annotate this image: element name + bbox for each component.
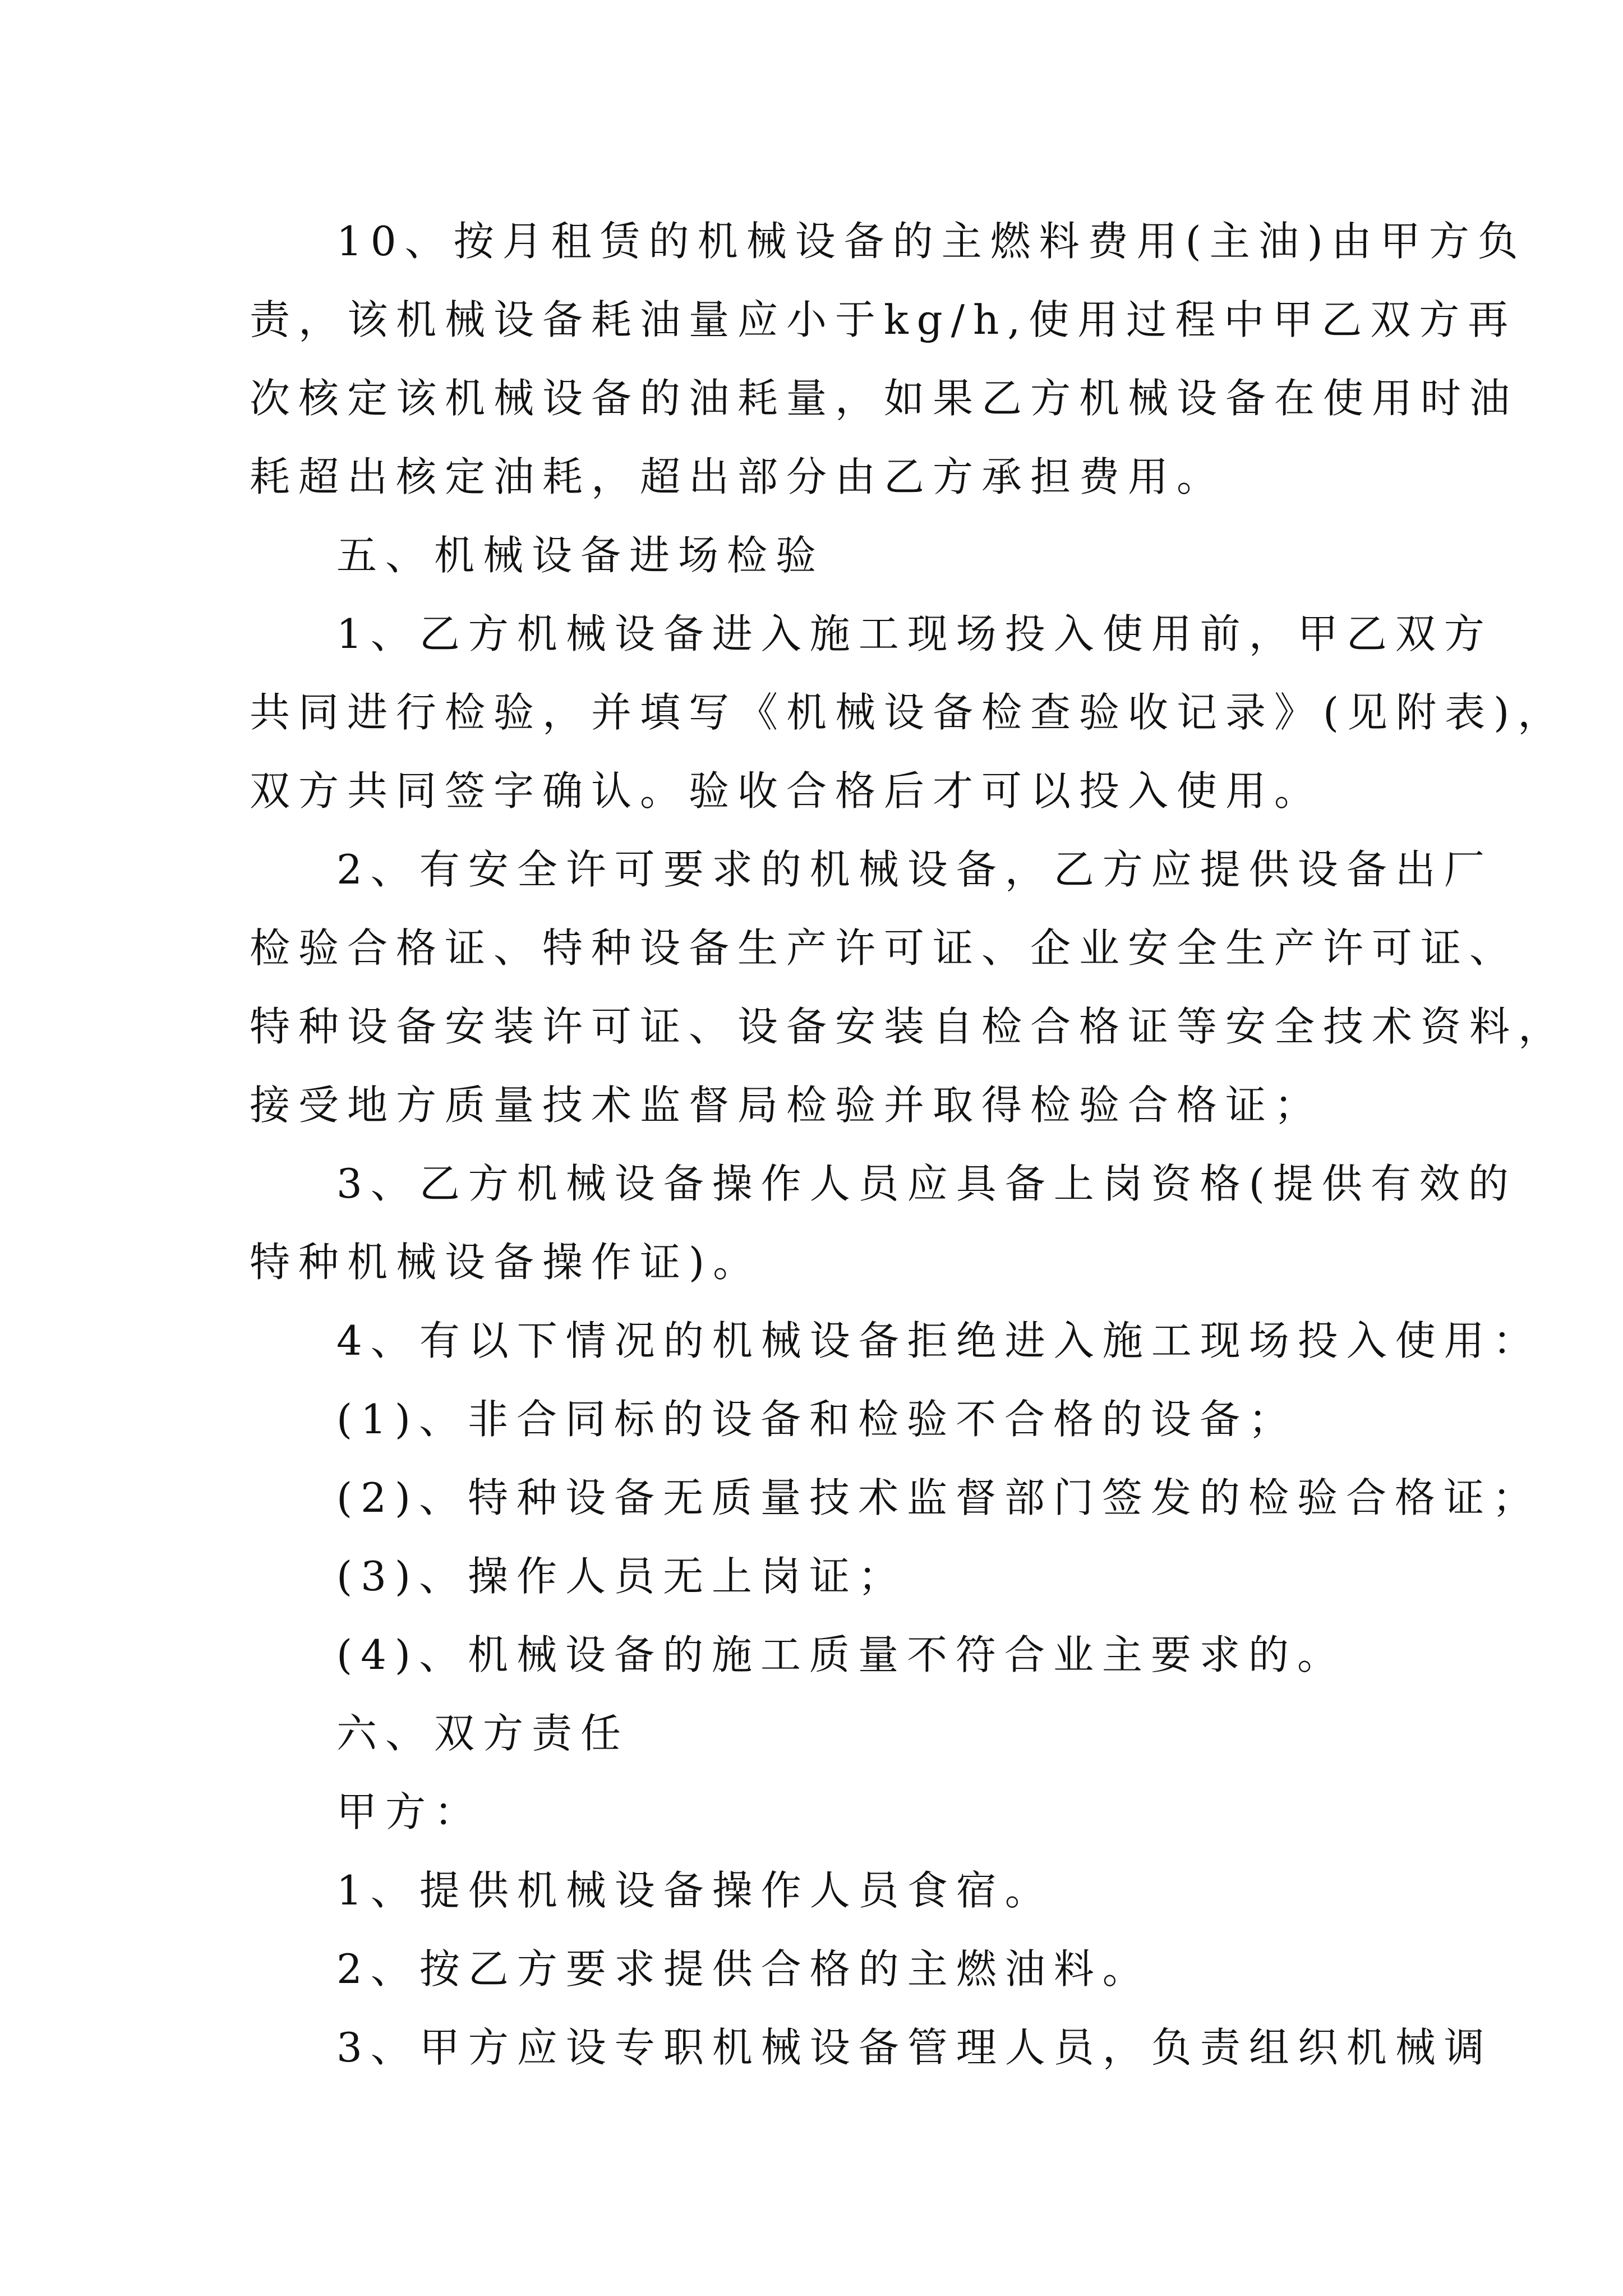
text-line: 1、乙方机械设备进入施工现场投入使用前，甲乙双方 <box>336 610 1493 657</box>
text-line: 特种设备安装许可证、设备安装自检合格证等安全技术资料， <box>250 1003 1567 1050</box>
text-line: 4、有以下情况的机械设备拒绝进入施工现场投入使用： <box>336 1317 1542 1364</box>
text-line: 接受地方质量技术监督局检验并取得检验合格证； <box>250 1082 1324 1129</box>
text-line: 检验合格证、特种设备生产许可证、企业安全生产许可证、 <box>250 924 1519 972</box>
text-line: 次核定该机械设备的油耗量，如果乙方机械设备在使用时油 <box>250 375 1519 422</box>
list-item: (1)、非合同标的设备和检验不合格的设备； <box>336 1396 1297 1443</box>
text-line: 3、乙方机械设备操作人员应具备上岗资格(提供有效的 <box>336 1160 1517 1207</box>
text-line: 特种机械设备操作证)。 <box>250 1239 762 1286</box>
list-item: (2)、特种设备无质量技术监督部门签发的检验合格证； <box>336 1474 1541 1521</box>
text-line: 2、有安全许可要求的机械设备，乙方应提供设备出厂 <box>336 846 1493 893</box>
text-line: 耗超出核定油耗，超出部分由乙方承担费用。 <box>250 453 1226 500</box>
text-line: 共同进行检验，并填写《机械设备检查验收记录》(见附表)， <box>250 689 1567 736</box>
list-item: 3、甲方应设专职机械设备管理人员，负责组织机械调 <box>336 2024 1493 2071</box>
text-line: 责，该机械设备耗油量应小于kg/h,使用过程中甲乙双方再 <box>250 296 1517 343</box>
text-line: 双方共同签字确认。验收合格后才可以投入使用。 <box>250 767 1324 815</box>
list-item: 2、按乙方要求提供合格的主燃油料。 <box>336 1945 1151 1993</box>
text-line: 10、按月租赁的机械设备的主燃料费用(主油)由甲方负 <box>336 218 1527 265</box>
list-item: (4)、机械设备的施工质量不符合业主要求的。 <box>336 1631 1346 1678</box>
section-heading: 五、机械设备进场检验 <box>336 532 825 579</box>
list-item: 1、提供机械设备操作人员食宿。 <box>336 1867 1054 1914</box>
party-label: 甲方： <box>336 1788 483 1835</box>
list-item: (3)、操作人员无上岗证； <box>336 1553 907 1600</box>
section-heading: 六、双方责任 <box>336 1710 630 1757</box>
